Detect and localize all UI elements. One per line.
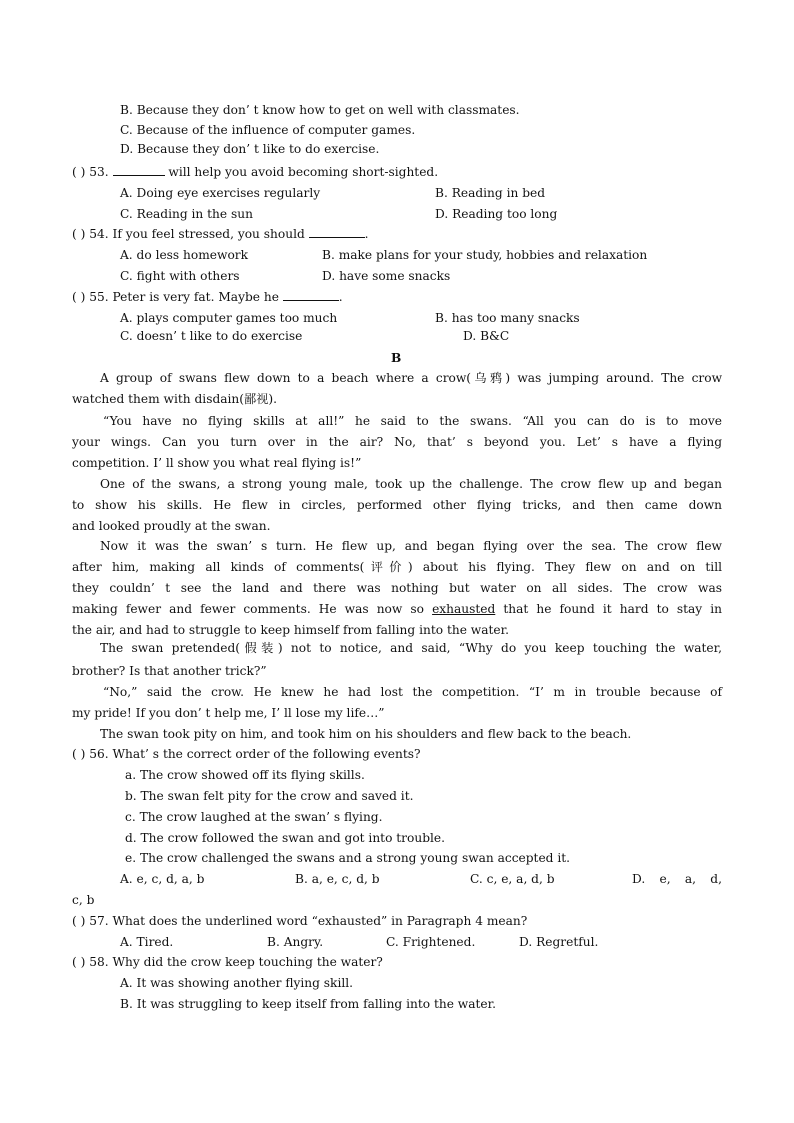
q53-option-b: B. Reading in bed (435, 186, 546, 200)
passage-line: brother? Is that another trick?” (72, 664, 267, 678)
passage-line: The swan pretended(假装) not to notice, and said, “Why do you keep touching the water, (100, 641, 722, 655)
question-number: 53. (89, 165, 109, 179)
passage-line: making fewer and fewer comments. He was now so exhausted that he found it hard to stay in (72, 602, 723, 616)
passage-line: competition. I’ ll show you what real flying is!” (72, 456, 362, 470)
q56-stem (72, 746, 421, 762)
passage-line: your wings. Can you turn over in the air? No, that’ s beyond you. Let’ s have a flying (72, 435, 722, 449)
q54-stem (72, 226, 369, 242)
q56-option-d: D. e, a, d, (632, 872, 722, 886)
question-end: . (338, 290, 343, 304)
q58-stem (72, 954, 383, 970)
passage-line: after him, making all kinds of comments(评价) about his flying. They flew on and on till (72, 560, 722, 574)
passage-line: they couldn’ t see the land and there was nothing but water on all sides. The crow was (72, 581, 722, 595)
question-text: 54. If you feel stressed, you should (89, 227, 305, 241)
section-heading: B (391, 351, 402, 365)
q57-option-a: A. Tired. (120, 935, 174, 949)
q56-option-a: A. e, c, d, a, b (120, 872, 205, 886)
q57-option-b: B. Angry. (267, 935, 324, 949)
q55-option-b: B. has too many snacks (435, 311, 580, 325)
answer-paren[interactable]: ( ) (72, 227, 86, 241)
q58-option-b: B. It was struggling to keep itself from falling into the water. (120, 997, 496, 1011)
q53-option-d: D. Reading too long (435, 207, 558, 221)
answer-paren[interactable]: ( ) (72, 955, 86, 969)
q56-option-b: B. a, e, c, d, b (295, 872, 380, 886)
q58-option-a: A. It was showing another flying skill. (120, 976, 354, 990)
q53-stem (72, 164, 438, 180)
q52-option-d: D. Because they don’ t like to do exercise. (120, 142, 380, 156)
q52-option-c: C. Because of the influence of computer games. (120, 123, 416, 137)
question-end: . (364, 227, 369, 241)
underlined-word: exhausted (432, 602, 496, 616)
question-text: 56. What’ s the correct order of the following events? (89, 747, 421, 761)
q53-option-a: A. Doing eye exercises regularly (120, 186, 321, 200)
q57-stem (72, 913, 527, 929)
q56-option-c: C. c, e, a, d, b (470, 872, 555, 886)
q55-option-c: C. doesn’ t like to do exercise (120, 329, 303, 343)
q56-event: d. The crow followed the swan and got into trouble. (125, 831, 445, 845)
passage-line: The swan took pity on him, and took him on his shoulders and flew back to the beach. (100, 727, 632, 741)
q53-option-c: C. Reading in the sun (120, 207, 253, 221)
q56-option-d-continued: c, b (72, 893, 95, 907)
passage-line: “You have no flying skills at all!” he said to the swans. “All you can do is to move (103, 414, 722, 428)
answer-paren[interactable]: ( ) (72, 290, 86, 304)
passage-line: my pride! If you don’ t help me, I’ ll lose my life…” (72, 706, 385, 720)
answer-paren[interactable]: ( ) (72, 747, 86, 761)
q52-option-b: B. Because they don’ t know how to get on well with classmates. (120, 103, 520, 117)
passage-line: A group of swans flew down to a beach where a crow(乌鸦) was jumping around. The crow (100, 371, 722, 385)
q55-option-a: A. plays computer games too much (120, 311, 338, 325)
q55-stem (72, 289, 343, 305)
question-text: 55. Peter is very fat. Maybe he (89, 290, 279, 304)
answer-blank[interactable] (283, 289, 339, 301)
answer-blank[interactable] (309, 226, 365, 238)
passage-line: to show his skills. He flew in circles, performed other flying tricks, and then came down (72, 498, 722, 512)
q57-option-d: D. Regretful. (519, 935, 599, 949)
q56-event: b. The swan felt pity for the crow and saved it. (125, 789, 414, 803)
question-text: will help you avoid becoming short-sighted. (168, 165, 439, 179)
q56-event: a. The crow showed off its flying skills. (125, 768, 365, 782)
answer-blank[interactable] (113, 164, 165, 176)
q54-option-d: D. have some snacks (322, 269, 451, 283)
q55-option-d: D. B&C (463, 329, 510, 343)
passage-line: and looked proudly at the swan. (72, 519, 271, 533)
q56-event: c. The crow laughed at the swan’ s flying. (125, 810, 383, 824)
q54-option-c: C. fight with others (120, 269, 240, 283)
q56-event: e. The crow challenged the swans and a strong young swan accepted it. (125, 851, 571, 865)
passage-line: One of the swans, a strong young male, took up the challenge. The crow flew up and began (100, 477, 722, 491)
passage-line: Now it was the swan’ s turn. He flew up, and began flying over the sea. The crow flew (100, 539, 722, 553)
q54-option-b: B. make plans for your study, hobbies and relaxation (322, 248, 648, 262)
passage-line: the air, and had to struggle to keep himself from falling into the water. (72, 623, 509, 637)
question-text: 58. Why did the crow keep touching the water? (89, 955, 383, 969)
answer-paren[interactable]: ( ) (72, 165, 86, 179)
question-text: 57. What does the underlined word “exhausted” in Paragraph 4 mean? (89, 914, 528, 928)
passage-line: watched them with disdain(鄙视). (72, 392, 278, 406)
passage-line: “No,” said the crow. He knew he had lost the competition. “I’ m in trouble because of (103, 685, 722, 699)
q54-option-a: A. do less homework (120, 248, 248, 262)
answer-paren[interactable]: ( ) (72, 914, 86, 928)
q57-option-c: C. Frightened. (386, 935, 476, 949)
